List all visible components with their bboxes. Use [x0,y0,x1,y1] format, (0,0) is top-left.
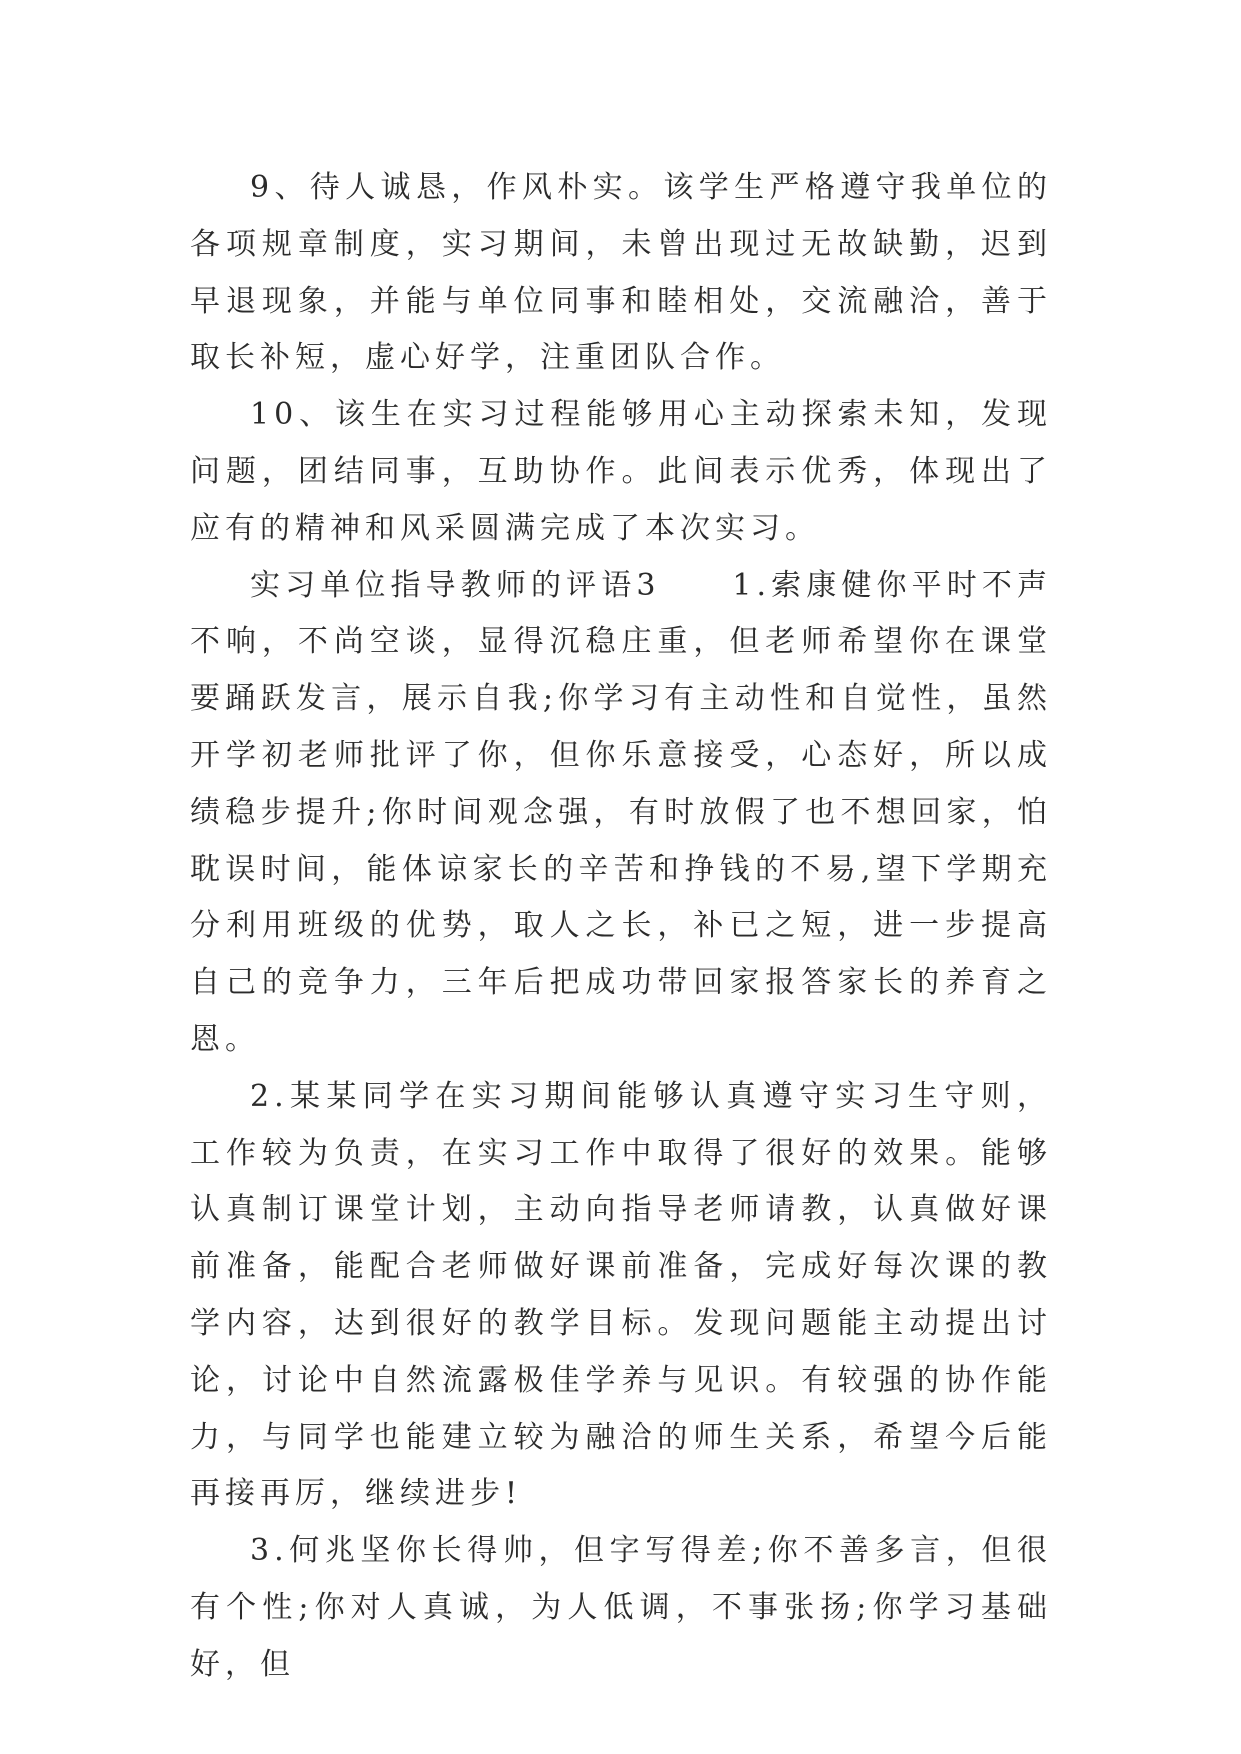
section-heading: 实习单位指导教师的评语3 [250,567,661,603]
paragraph-item-9: 9、待人诚恳，作风朴实。该学生严格遵守我单位的各项规章制度，实习期间，未曾出现过无故缺勤，迟到早退现象，并能与单位同事和睦相处，交流融洽，善于取长补短，虚心好学，注重团队合作。 [190,170,1052,376]
paragraph-section-3 [190,558,1052,1069]
comment-item-3: 3.何兆坚你长得帅，但字写得差;你不善多言，但很有个性;你对人真诚，为人低调，不事张扬;你学习基础好，但 [190,1533,1052,1682]
comment-item-2: 2.某某同学在实习期间能够认真遵守实习生守则，工作较为负责，在实习工作中取得了很好的效果。能够认真制订课堂计划，主动向指导老师请教，认真做好课前准备，能配合老师做好课前准备，完成好每次课的教学内容，达到很好的教学目标。发现问题能主动提出讨论，讨论中自然流露极佳学养与见识。有较强的协作能力，与同学也能建立较为融洽的师生关系，希望今后能再接再厉，继续进步! [190,1078,1052,1512]
document-body [190,160,1052,1694]
paragraph-item-10: 10、该生在实习过程能够用心主动探索未知，发现问题，团结同事，互助协作。此间表示优秀，体现出了应有的精神和风采圆满完成了本次实习。 [190,397,1052,546]
comment-item-1: 1.索康健你平时不声不响，不尚空谈，显得沉稳庄重，但老师希望你在课堂要踊跃发言，展示自我;你学习有主动性和自觉性，虽然开学初老师批评了你，但你乐意接受，心态好，所以成绩稳步提升;你时间观念强，有时放假了也不想回家，怕耽误时间，能体谅家长的辛苦和挣钱的不易,望下学期充分利用班级的优势，取人之长，补已之短，进一步提高自己的竞争力，三年后把成功带回家报答家长的养育之恩。 [190,567,1053,1057]
